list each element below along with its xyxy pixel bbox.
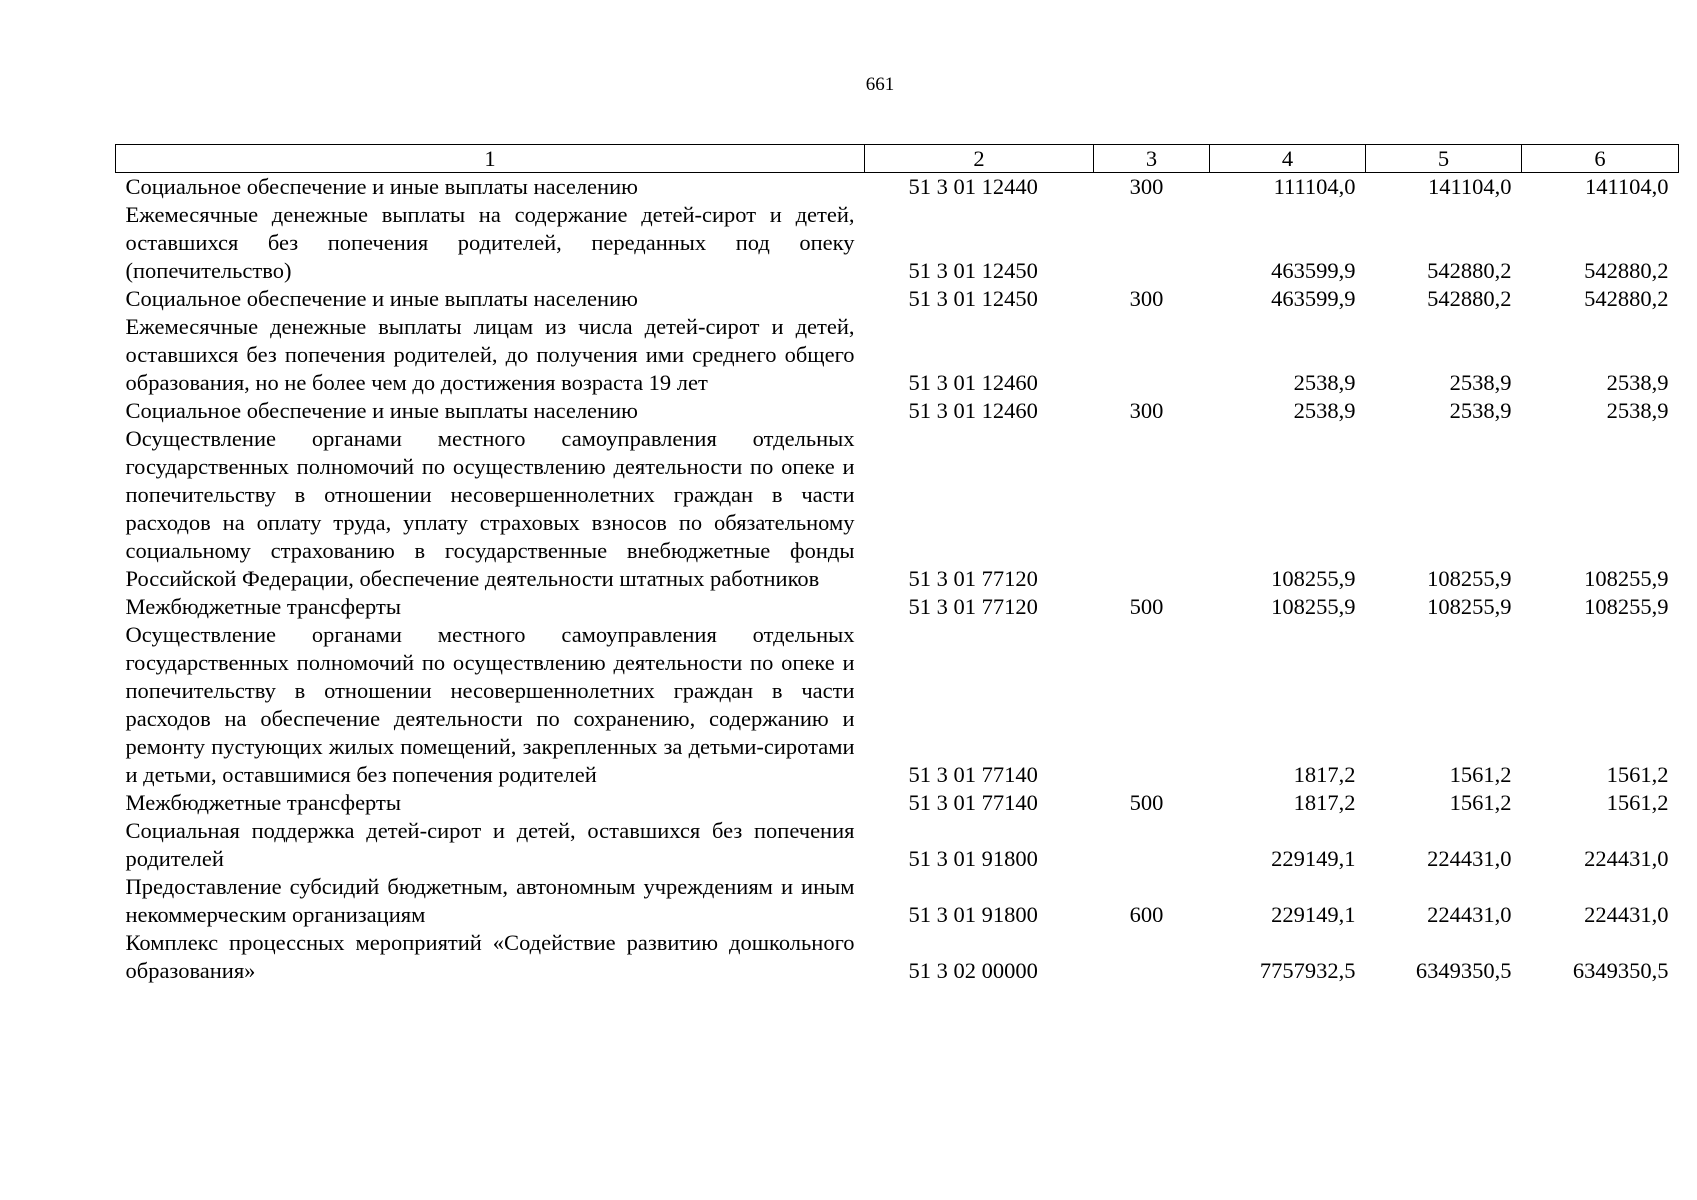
row-value-col6: 6349350,5 [1572, 958, 1669, 983]
row-name: Межбюджетные трансферты [125, 594, 401, 619]
row-name: Ежемесячные денежные выплаты лицам из числа детей-сирот и детей, оставшихся без попечения родителей, до получения ими среднего общего образования, но не более чем до достижения возраста 19 лет [125, 314, 855, 395]
row-value-col5: 108255,9 [1427, 566, 1512, 591]
row-value-col5: 108255,9 [1427, 594, 1512, 619]
row-name: Социальная поддержка детей-сирот и детей, оставшихся без попечения родителей [125, 818, 855, 871]
row-value-col6: 2538,9 [1606, 370, 1669, 395]
row-code: 51 3 01 12450 [908, 258, 1038, 283]
row-code: 51 3 01 12460 [908, 398, 1038, 423]
row-name: Предоставление субсидий бюджетным, автономным учреждениям и иным некоммерческим организациям [125, 874, 855, 927]
column-header-6: 6 [1522, 145, 1679, 173]
row-code: 51 3 01 12460 [908, 370, 1038, 395]
row-value-col6: 141104,0 [1584, 174, 1669, 199]
page-number: 661 [865, 74, 895, 95]
column-header-4: 4 [1210, 145, 1366, 173]
row-value-col6: 2538,9 [1606, 398, 1669, 423]
row-expense-type [1094, 929, 1210, 985]
row-name: Осуществление органами местного самоуправления отдельных государственных полномочий по осуществлению деятельности по опеке и попечительству в отношении несовершеннолетних граждан в части расходов на оплату труда, уплату страховых взносов по обязательному социальному страхованию в государственные внебюджетные фонды Российской Федерации, обеспечение деятельности штатных работников [125, 426, 855, 591]
row-value-col4: 108255,9 [1271, 594, 1356, 619]
row-value-col6: 224431,0 [1584, 902, 1669, 927]
row-code: 51 3 01 77140 [908, 762, 1038, 787]
row-expense-type: 300 [1129, 174, 1164, 199]
row-value-col5: 141104,0 [1427, 174, 1512, 199]
row-value-col5: 542880,2 [1427, 258, 1512, 283]
row-value-col6: 542880,2 [1584, 258, 1669, 283]
column-header-1: 1 [116, 145, 865, 173]
table-row [116, 621, 1679, 789]
row-name: Осуществление органами местного самоуправления отдельных государственных полномочий по осуществлению деятельности по опеке и попечительству в отношении несовершеннолетних граждан в части расходов на обеспечение деятельности по сохранению, содержанию и ремонту пустующих жилых помещений, закрепленных за детьми-сиротами и детьми, оставшимися без попечения родителей [125, 622, 855, 787]
row-code: 51 3 01 12450 [908, 286, 1038, 311]
row-value-col5: 1561,2 [1449, 790, 1512, 815]
row-value-col5: 542880,2 [1427, 286, 1512, 311]
row-code: 51 3 01 91800 [908, 846, 1038, 871]
row-code: 51 3 02 00000 [908, 958, 1038, 983]
row-value-col4: 2538,9 [1293, 398, 1356, 423]
row-expense-type: 300 [1129, 398, 1164, 423]
row-expense-type [1094, 621, 1210, 789]
row-value-col4: 229149,1 [1271, 902, 1356, 927]
row-expense-type [1094, 817, 1210, 873]
row-code: 51 3 01 77120 [908, 594, 1038, 619]
table-row [116, 593, 1679, 621]
row-name: Социальное обеспечение и иные выплаты населению [125, 174, 638, 199]
row-expense-type: 300 [1129, 286, 1164, 311]
row-value-col4: 463599,9 [1271, 258, 1356, 283]
row-code: 51 3 01 91800 [908, 902, 1038, 927]
row-value-col4: 1817,2 [1293, 790, 1356, 815]
row-expense-type: 500 [1129, 790, 1164, 815]
table-body [116, 173, 1679, 986]
row-value-col6: 1561,2 [1606, 762, 1669, 787]
row-code: 51 3 01 77120 [908, 566, 1038, 591]
table-row [116, 929, 1679, 985]
row-value-col4: 111104,0 [1273, 174, 1356, 199]
table-row [116, 397, 1679, 425]
table-row [116, 817, 1679, 873]
column-header-5: 5 [1366, 145, 1522, 173]
row-name: Социальное обеспечение и иные выплаты населению [125, 286, 638, 311]
row-value-col6: 108255,9 [1584, 566, 1669, 591]
header-row [116, 145, 1679, 173]
row-name: Ежемесячные денежные выплаты на содержание детей-сирот и детей, оставшихся без попечения родителей, переданных под опеку (попечительство) [125, 202, 855, 283]
row-value-col5: 2538,9 [1449, 370, 1512, 395]
row-value-col5: 2538,9 [1449, 398, 1512, 423]
table-row [116, 173, 1679, 202]
row-value-col4: 108255,9 [1271, 566, 1356, 591]
row-code: 51 3 01 12440 [908, 174, 1038, 199]
row-expense-type: 600 [1129, 902, 1164, 927]
table-row [116, 313, 1679, 397]
row-value-col6: 108255,9 [1584, 594, 1669, 619]
table-row [116, 789, 1679, 817]
table-row [116, 425, 1679, 593]
row-value-col4: 7757932,5 [1259, 958, 1356, 983]
row-value-col6: 1561,2 [1606, 790, 1669, 815]
table-row [116, 201, 1679, 285]
column-header-3: 3 [1094, 145, 1210, 173]
row-expense-type [1094, 425, 1210, 593]
row-expense-type [1094, 201, 1210, 285]
row-value-col6: 224431,0 [1584, 846, 1669, 871]
row-name: Комплекс процессных мероприятий «Содействие развитию дошкольного образования» [125, 930, 855, 983]
row-name: Межбюджетные трансферты [125, 790, 401, 815]
row-value-col4: 463599,9 [1271, 286, 1356, 311]
table-row [116, 285, 1679, 313]
table-row [116, 873, 1679, 929]
row-expense-type [1094, 313, 1210, 397]
row-value-col5: 1561,2 [1449, 762, 1512, 787]
row-value-col4: 229149,1 [1271, 846, 1356, 871]
column-header-2: 2 [865, 145, 1094, 173]
budget-table [115, 144, 1679, 985]
row-value-col4: 2538,9 [1293, 370, 1356, 395]
row-value-col5: 224431,0 [1427, 902, 1512, 927]
row-value-col6: 542880,2 [1584, 286, 1669, 311]
row-value-col4: 1817,2 [1293, 762, 1356, 787]
table-header [116, 145, 1679, 173]
row-name: Социальное обеспечение и иные выплаты населению [125, 398, 638, 423]
row-value-col5: 224431,0 [1427, 846, 1512, 871]
row-expense-type: 500 [1129, 594, 1164, 619]
row-value-col5: 6349350,5 [1415, 958, 1512, 983]
row-code: 51 3 01 77140 [908, 790, 1038, 815]
